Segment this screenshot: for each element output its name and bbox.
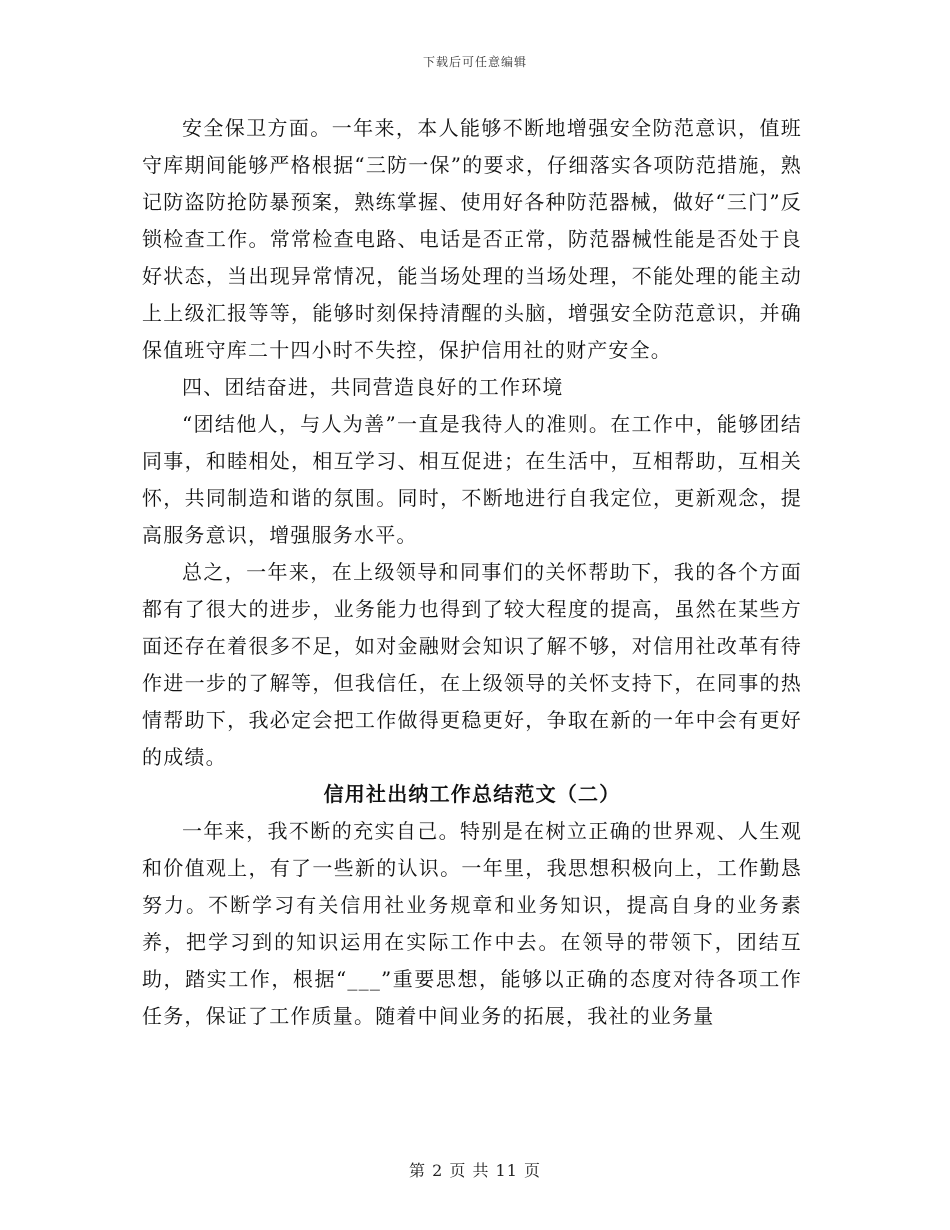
- header-note: 下载后可任意编辑: [422, 55, 527, 69]
- paragraph-section-two: 一年来，我不断的充实自己。特别是在树立正确的世界观、人生观和价值观上，有了一些新的认识。一年里，我思想积极向上，工作勤恳努力。不断学习有关信用社业务规章和业务知识，提高自身的业务素养，把学习到的知识运用在实际工作中去。在领导的带领下，团结互助，踏实工作，根据“___”重要思想，能够以正确的态度对待各项工作任务，保证了工作质量。随着中间业务的拓展，我社的业务量: [142, 819, 802, 1028]
- paragraph-security: 安全保卫方面。一年来，本人能够不断地增强安全防范意识，值班守库期间能够严格根据“三防一保”的要求，仔细落实各项防范措施，熟记防盗防抢防暴预案，熟练掌握、使用好各种防范器械，做好“三门”反锁检查工作。常常检查电路、电话是否正常，防范器械性能是否处于良好状态，当出现异常情况，能当场处理的当场处理，不能处理的能主动上上级汇报等等，能够时刻保持清醒的头脑，增强安全防范意识，并确保值班守库二十四小时不失控，保护信用社的财产安全。: [142, 116, 802, 362]
- subheading-unity: 四、团结奋进，共同营造良好的工作环境: [182, 375, 564, 399]
- document-body: [142, 110, 802, 1035]
- paragraph-summary: 总之，一年来，在上级领导和同事们的关怀帮助下，我的各个方面都有了很大的进步，业务能力也得到了较大程度的提高，虽然在某些方面还存在着很多不足，如对金融财会知识了解不够，对信用社改革有待作进一步的了解等，但我信任，在上级领导的关怀支持下，在同事的热情帮助下，我必定会把工作做得更稳更好，争取在新的一年中会有更好的成绩。: [142, 560, 802, 769]
- page-footer: 第 2 页 共 11 页: [409, 1161, 541, 1180]
- section-title: 信用社出纳工作总结范文（二）: [323, 782, 621, 806]
- paragraph-unity: “团结他人，与人为善”一直是我待人的准则。在工作中，能够团结同事，和睦相处，相互学习、相互促进；在生活中，互相帮助，互相关怀，共同制造和谐的氛围。同时，不断地进行自我定位，更新观念，提高服务意识，增强服务水平。: [142, 412, 802, 547]
